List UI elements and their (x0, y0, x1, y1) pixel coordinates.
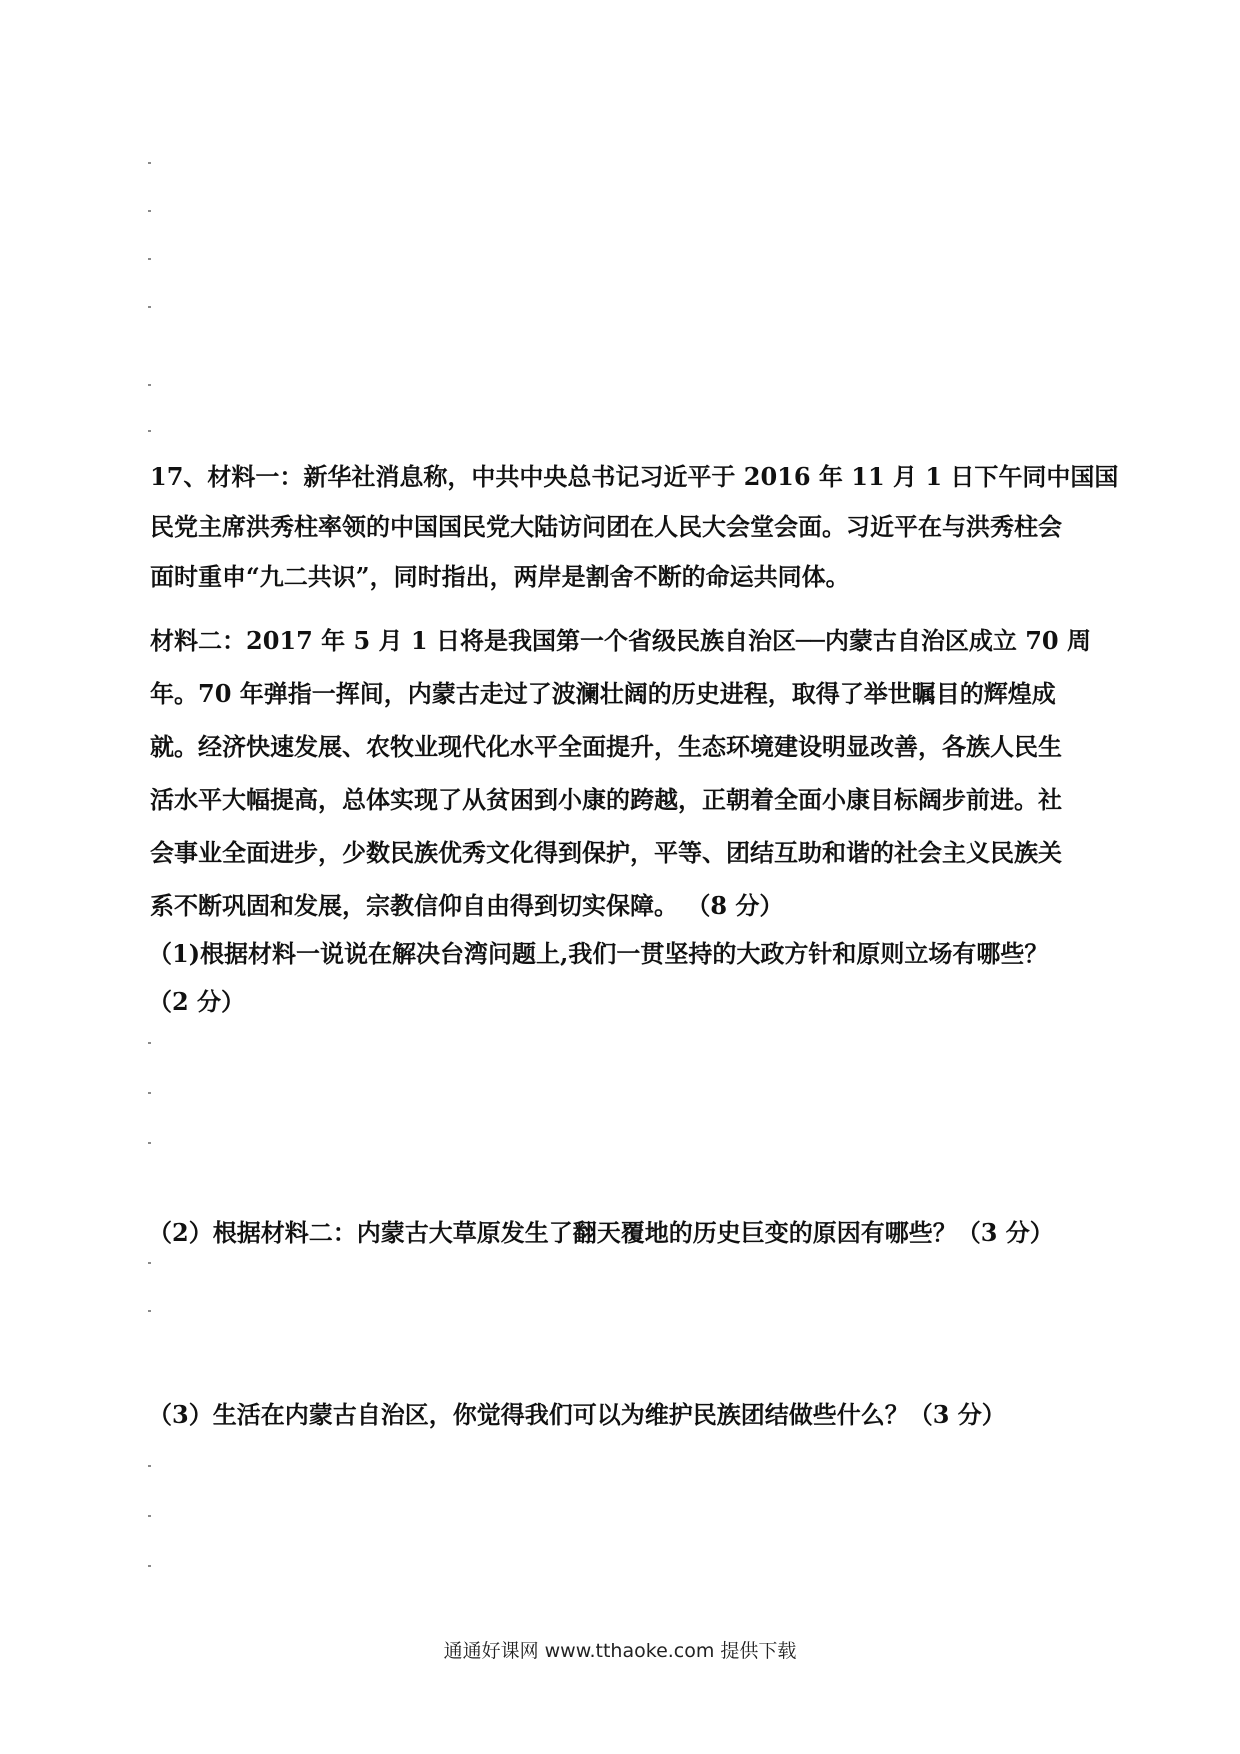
margin-mark (148, 1042, 151, 1044)
footer-download-note: 通通好课网 www.tthaoke.com 提供下载 (443, 1640, 797, 1662)
text-line: 会事业全面进步，少数民族优秀文化得到保护，平等、团结互助和谐的社会主义民族关 (150, 838, 1062, 867)
margin-mark (148, 384, 151, 386)
margin-mark (148, 210, 151, 212)
text-line: （3）生活在内蒙古自治区，你觉得我们可以为维护民族团结做些什么？（3 分） (148, 1400, 1006, 1429)
text-line: 年。70 年弹指一挥间，内蒙古走过了波澜壮阔的历史进程，取得了举世瞩目的辉煌成 (150, 679, 1056, 708)
sub-question-1 (148, 930, 1098, 1026)
margin-mark (148, 258, 151, 260)
margin-mark (148, 1465, 151, 1467)
text-line: 材料二：2017 年 5 月 1 日将是我国第一个省级民族自治区──内蒙古自治区成立 70 周 (150, 626, 1091, 655)
text-line: 17、材料一：新华社消息称，中共中央总书记习近平于 2016 年 11 月 1 日下午同中国国 (150, 462, 1119, 491)
margin-mark (148, 1092, 151, 1094)
sub-question-3 (148, 1395, 1098, 1435)
margin-mark (148, 1262, 151, 1264)
margin-mark (148, 162, 151, 164)
text-line: 活水平大幅提高，总体实现了从贫困到小康的跨越，正朝着全面小康目标阔步前进。社 (150, 785, 1062, 814)
text-line: 系不断巩固和发展，宗教信仰自由得到切实保障。 （8 分） (150, 891, 784, 920)
margin-mark (148, 1142, 151, 1144)
margin-mark (148, 306, 151, 308)
text-line: 就。经济快速发展、农牧业现代化水平全面提升，生态环境建设明显改善，各族人民生 (150, 732, 1062, 761)
margin-mark (148, 1515, 151, 1517)
text-line: 面时重申“九二共识”，同时指出，两岸是割舍不断的命运共同体。 (150, 562, 850, 591)
text-line: （1)根据材料一说说在解决台湾问题上,我们一贯坚持的大政方针和原则立场有哪些？ (148, 939, 1049, 968)
sub-question-2 (148, 1213, 1098, 1253)
material-one (150, 452, 1119, 602)
text-line: （2 分） (148, 987, 246, 1016)
margin-mark (148, 1310, 151, 1312)
margin-mark (148, 1565, 151, 1567)
margin-mark (148, 430, 151, 432)
material-two (150, 614, 1100, 932)
text-line: （2）根据材料二：内蒙古大草原发生了翻天覆地的历史巨变的原因有哪些？（3 分） (148, 1218, 1054, 1247)
text-line: 民党主席洪秀柱率领的中国国民党大陆访问团在人民大会堂会面。习近平在与洪秀柱会 (150, 512, 1062, 541)
